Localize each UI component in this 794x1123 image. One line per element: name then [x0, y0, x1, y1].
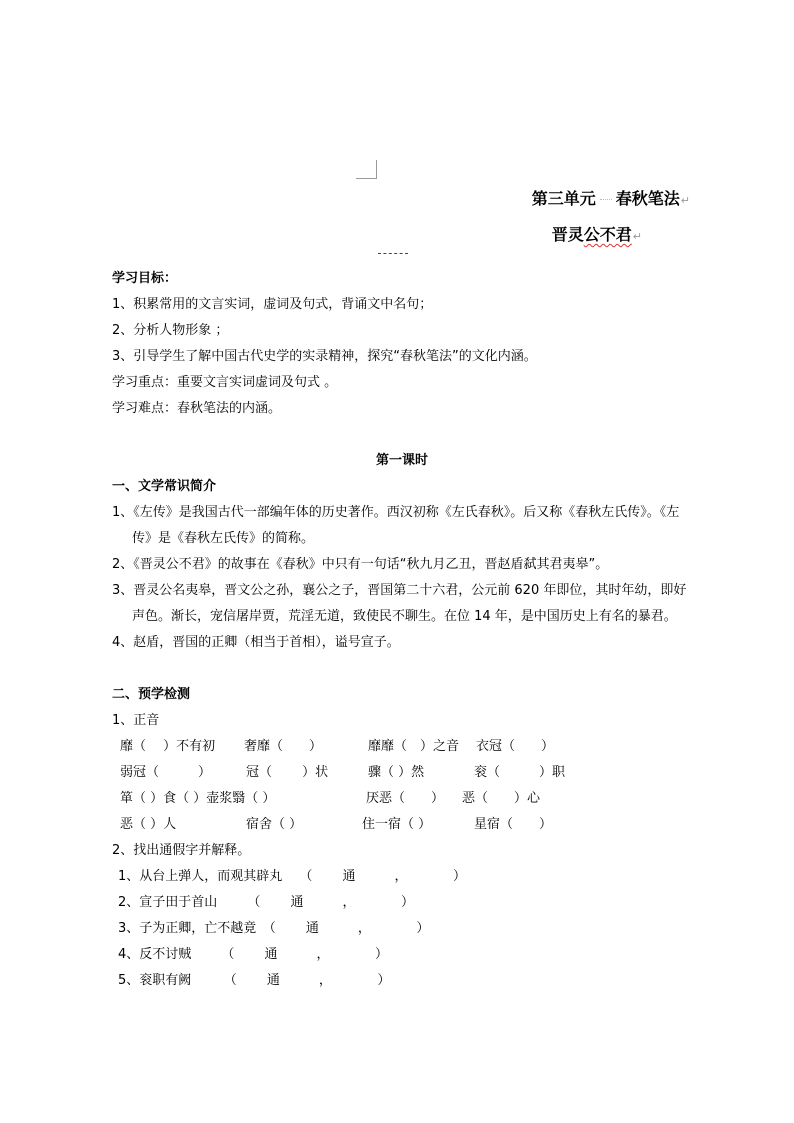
- pronunciation-item: 住一宿（ ）: [362, 817, 432, 832]
- pronunciation-row: [112, 786, 692, 812]
- pronunciation-item: 箪（ ）食（ ）壶浆翳（ ）: [120, 791, 276, 806]
- objective-item: 1、积累常用的文言实词，虚词及句式，背诵文中名句；: [112, 297, 433, 312]
- period-title: 第一课时: [375, 453, 428, 468]
- page-corner-mark: [356, 160, 377, 179]
- title-gap: [600, 199, 612, 200]
- pronunciation-item: 衣冠（ ）: [476, 739, 555, 754]
- cropped-line-artifact: [378, 253, 408, 256]
- subsection-title: 1、正音: [112, 713, 160, 728]
- objective-item: 3、引导学生了解中国古代史学的实录精神，探究“春秋笔法”的文化内涵。: [112, 349, 537, 364]
- pronunciation-item: 恶（ ）人: [120, 817, 177, 832]
- difficulties: 学习难点：春秋笔法的内涵。: [112, 401, 282, 416]
- tongjia-item: 4、反不讨贼 （ 通 ， ）: [118, 947, 389, 962]
- list-item: 3、晋灵公名夷皋，晋文公之孙，襄公之子，晋国第二十六君，公元前 620 年即位，其时年幼，即好声色。渐长，宠信屠岸贾，荒淫无道，致使民不聊生。在位 14 年，是中国历史上有名的暴君。: [112, 583, 687, 624]
- pronunciation-item: 冠（ ）状: [246, 765, 329, 780]
- tongjia-item: 2、宣子田于首山 （ 通 ， ）: [118, 895, 415, 910]
- tongjia-item: 5、衮职有阙 （ 通 ， ）: [118, 973, 391, 988]
- section-title: 二、预学检测: [112, 687, 191, 702]
- pronunciation-item: 靡靡（ ）之音: [368, 739, 460, 754]
- list-item: 2、《晋灵公不君》的故事在《春秋》中只有一句话“秋九月乙丑，晋赵盾弑其君夷皋”。: [112, 557, 609, 572]
- pronunciation-item: 骤（ ）然: [368, 765, 425, 780]
- tongjia-item: 1、从台上弹人，而观其辟丸 （ 通 ， ）: [118, 869, 467, 884]
- pronunciation-row: [112, 760, 692, 786]
- pronunciation-row: [112, 734, 692, 760]
- pronunciation-item: 厌恶（ ）: [366, 791, 445, 806]
- pronunciation-item: 弱冠（ ）: [120, 765, 212, 780]
- pronunciation-item: 宿舍（ ）: [246, 817, 303, 832]
- tongjia-item: 3、子为正卿，亡不越竟 （ 通 ， ）: [118, 921, 430, 936]
- unit-title: [532, 186, 690, 209]
- list-item: 4、赵盾，晋国的正卿（相当于首相），谥号宣子。: [112, 635, 400, 650]
- document-body: [112, 266, 692, 994]
- spacer: [112, 422, 692, 448]
- objectives-heading: 学习目标：: [112, 271, 178, 286]
- pronunciation-item: 靡（ ）不有初: [120, 739, 216, 754]
- pronunciation-row: [112, 812, 692, 838]
- key-points: 学习重点：重要文言实词虚词及句式 。: [112, 375, 338, 390]
- section-title: 一、文学常识简介: [112, 479, 217, 494]
- list-item: 1、《左传》是我国古代一部编年体的历史著作。西汉初称《左氏春秋》。后又称《春秋左氏传》。《左传》是《春秋左氏传》的简称。: [112, 505, 680, 546]
- paragraph-mark: ↵: [680, 194, 690, 207]
- lesson-title-part2: 公不君: [583, 225, 632, 244]
- unit-topic: 春秋笔法: [615, 189, 680, 208]
- objective-item: 2、分析人物形象 ；: [112, 323, 229, 338]
- lesson-title: [552, 222, 642, 245]
- pronunciation-item: 星宿（ ）: [474, 817, 553, 832]
- subsection-title: 2、找出通假字并解释。: [112, 843, 251, 858]
- spacer: [112, 656, 692, 682]
- pronunciation-item: 恶（ ）心: [462, 791, 541, 806]
- paragraph-mark: ↵: [632, 230, 642, 243]
- pronunciation-item: 衮（ ）职: [474, 765, 566, 780]
- pronunciation-item: 奢靡（ ）: [244, 739, 323, 754]
- unit-label: 第三单元: [531, 189, 596, 208]
- lesson-title-part1: 晋灵: [551, 225, 584, 244]
